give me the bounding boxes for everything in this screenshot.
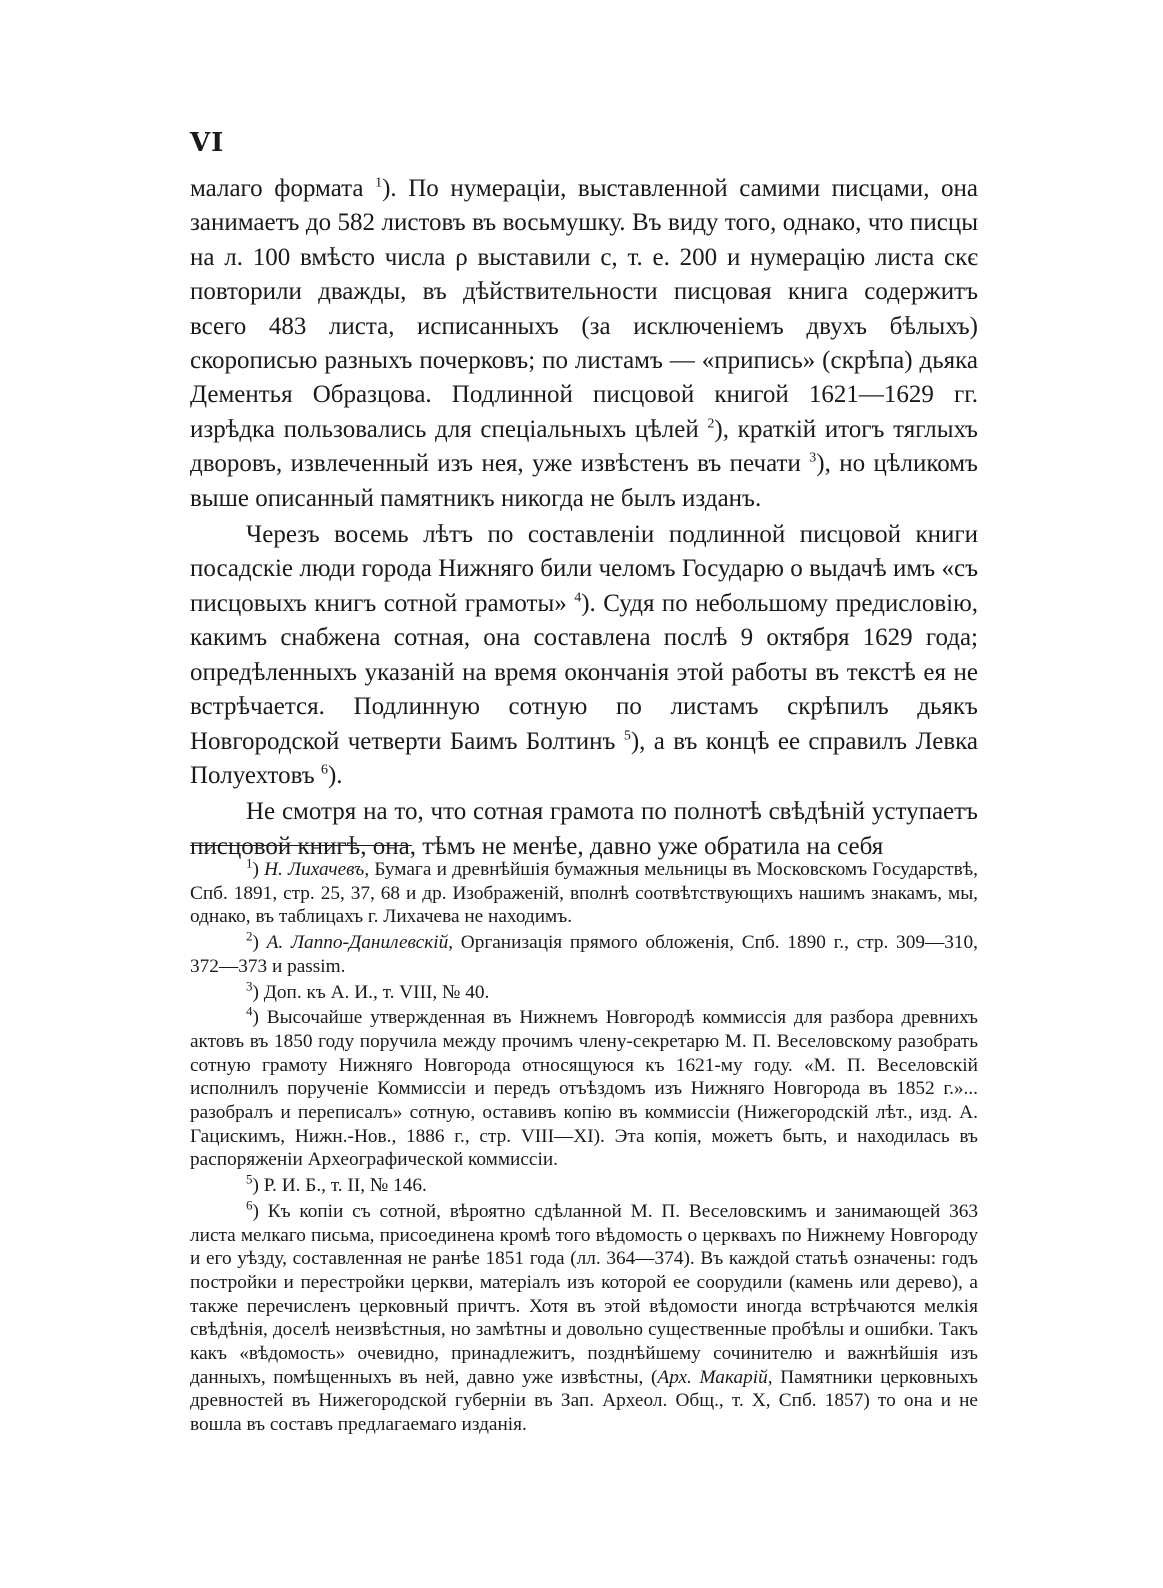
footnote-mark: 4 <box>246 1003 253 1019</box>
footnote-ref-1: 1 <box>375 175 383 191</box>
footnote-1: $^1$) Н. Лихачевъ, Бумага и древнѣйшія бумажныя мельницы въ Московскомъ Государствѣ, Спб. 1891, стр. 25, 37, 68 и др. Изображеній, вполнѣ соотвѣтствующихъ нашимъ знакамъ, мы, однако, въ таблицахъ г. Лихачева не находимъ. <box>190 855 978 928</box>
text-run: ). По нумераціи, выставленной самими писцами, она занимаетъ до 582 листовъ въ восьмушку. Въ виду того, однако, что писцы на л. 100 вмѣсто числа ρ выставили с, т. е. 200 и нумерацію листа скє повторили дважды, въ дѣйствительности писцовая книга содержитъ всего 483 листа, исписанныхъ (за исключеніемъ двухъ бѣлыхъ) скорописью разныхъ почерковъ; по листамъ — «припись» (скрѣпа) дьяка Дементья Образцова. Подлинной писцовой книгой 1621—1629 гг. изрѣдка пользовались для спеціальныхъ цѣлей <box>190 175 978 443</box>
footnote-text: , Памятники церковныхъ древностей въ Нижегородской губерніи въ Зап. Археол. Общ., т. X, Спб. 1857) то она и не вошла въ составъ предлагаемаго изданія. <box>190 1366 979 1436</box>
footnote-2: $^2$) А. Лаппо-Данилевскій, Организація прямого обложенія, Спб. 1890 г., стр. 309—310, 372—373 и passim. <box>190 928 978 977</box>
text-run: Черезъ восемь лѣтъ по составленіи подлинной писцовой книги посадскіе люди города Нижняго били челомъ Государю о выдачѣ имъ «съ писцовыхъ книгъ сотной грамоты» <box>190 521 978 617</box>
footnote-ref-3: 3 <box>809 450 817 466</box>
main-text <box>190 172 978 864</box>
page-number: VI <box>190 128 225 158</box>
footnote-ref-6: 6 <box>320 762 328 778</box>
footnote-author: Н. Лихачевъ <box>264 859 365 880</box>
text-run: малаго формата <box>190 175 376 202</box>
footnote-text: Высочайше утвержденная въ Нижнемъ Новгородѣ коммиссія для разбора древнихъ актовъ въ 1850 году поручила между прочимъ члену-секретарю М. П. Веселовскому разобрать сотную грамоту Нижняго Новгорода относящуюся къ 1621-му году. «М. П. Веселовскій исполнилъ порученіе Коммиссіи и передъ отъѣздомъ изъ Нижняго Новгорода въ 1852 г.»... разобралъ и переписалъ» сотную, оставивъ копію въ коммиссіи (Нижегородскій лѣт., изд. А. Гацискимъ, Нижн.-Нов., 1886 г., стр. VIII—XI). Эта копія, можетъ быть, и находилась въ распоряженіи Археографической коммиссіи. <box>190 1007 978 1171</box>
footnote-ref-5: 5 <box>623 728 631 744</box>
footnote-mark: 2 <box>246 928 253 944</box>
footnote-4: $^4$) Высочайше утвержденная въ Нижнемъ Новгородѣ коммиссія для разбора древнихъ актовъ въ 1850 году поручила между прочимъ члену-секретарю М. П. Веселовскому разобрать сотную грамоту Нижняго Новгорода относящуюся къ 1621-му году. «М. П. Веселовскій исполнилъ порученіе Коммиссіи и передъ отъѣздомъ изъ Нижняго Новгорода въ 1852 г.»... разобралъ и переписалъ» сотную, оставивъ копію въ коммиссіи (Нижегородскій лѣт., изд. А. Гацискимъ, Нижн.-Нов., 1886 г., стр. VIII—XI). Эта копія, можетъ быть, и находилась въ распоряженіи Археографической коммиссіи. <box>190 1003 978 1171</box>
footnote-mark: 6 <box>246 1197 253 1213</box>
footnote-divider <box>190 845 412 846</box>
paragraph-1 <box>190 172 978 516</box>
footnote-text: , Организація прямого обложенія, Спб. 1890 г., стр. 309—310, 372—373 и passim. <box>190 932 978 977</box>
footnote-mark: 5 <box>246 1171 253 1187</box>
text-run: ), краткій итогъ тяглыхъ дворовъ, извлеченный изъ нея, уже извѣстенъ въ печати <box>190 415 978 478</box>
footnote-3: $^3$) Доп. къ А. И., т. VIII, № 40. <box>246 978 490 1003</box>
footnote-text: Р. И. Б., т. II, № 146. <box>263 1175 427 1197</box>
footnotes <box>190 855 979 1437</box>
paragraph-2 <box>190 518 978 793</box>
text-run: ). Судя по небольшому предисловію, какимъ снабжена сотная, она составлена послѣ 9 октября 1629 года; опредѣленныхъ указаній на время окончанія этой работы въ текстѣ ея не встрѣчается. Подлинную сотную по листамъ скрѣпилъ дьякъ Новгородской четверти Баимъ Болтинъ <box>190 589 978 755</box>
footnote-mark: 1 <box>246 855 253 871</box>
footnote-text: , Бумага и древнѣйшія бумажныя мельницы въ Московскомъ Государствѣ, Спб. 1891, стр. 25, 37, 68 и др. Изображеній, вполнѣ соотвѣтствующихъ нашимъ знакамъ, мы, однако, въ таблицахъ г. Лихачева не находимъ. <box>190 859 978 928</box>
footnote-author: А. Лаппо-Данилевскій <box>266 932 449 954</box>
footnote-author: Арх. Макарій <box>657 1366 768 1388</box>
text-run: ), а въ концѣ ее справилъ Левка Полуехтовъ <box>190 727 978 789</box>
footnote-text: Доп. къ А. И., т. VIII, № 40. <box>263 981 490 1003</box>
footnote-ref-2: 2 <box>707 416 715 432</box>
footnote-text: Къ копіи съ сотной, вѣроятно сдѣланной М. П. Веселовскимъ и занимающей 363 листа мелкаго письма, присоединена кромѣ того вѣдомость о церквахъ по Нижнему Новгороду и его уѣзду, составленная не ранѣе 1851 года (лл. 364—374). Въ каждой статьѣ означены: годъ постройки и перестройки церкви, матеріалъ изъ которой ее соорудили (камень или дерево), а также перечисленъ церковный причтъ. Хотя въ этой вѣдомости иногда встрѣчаются мелкія свѣдѣнія, доселѣ неизвѣстныя, но замѣтны и довольно существенные пробѣлы и ошибки. Такъ какъ «вѣдомость» очевидно, принадлежитъ, позднѣйшему сочинителю и важнѣйшія изъ данныхъ, помѣщенныхъ въ ней, давно уже извѣстны, ( <box>190 1200 978 1388</box>
footnote-5: $^5$) Р. И. Б., т. II, № 146. <box>246 1171 427 1197</box>
text-run: ), но цѣликомъ выше описанный памятникъ никогда не былъ изданъ. <box>190 450 978 512</box>
footnote-ref-4: 4 <box>574 590 582 606</box>
paragraph-3: Не смотря на то, что сотная грамота по полнотѣ свѣдѣній уступаетъ писцовой книгѣ, она, тѣмъ не менѣе, давно уже обратила на себя <box>190 798 978 860</box>
text-run: ). <box>327 761 343 789</box>
footnote-mark: 3 <box>246 978 253 994</box>
footnote-6: $^6$) Къ копіи съ сотной, вѣроятно сдѣланной М. П. Веселовскимъ и занимающей 363 листа мелкаго письма, присоединена кромѣ того вѣдомость о церквахъ по Нижнему Новгороду и его уѣзду, составленная не ранѣе 1851 года (лл. 364—374). Въ каждой статьѣ означены: годъ постройки и перестройки церкви, матеріалъ изъ которой ее соорудили (камень или дерево), а также перечисленъ церковный причтъ. Хотя въ этой вѣдомости иногда встрѣчаются мелкія свѣдѣнія, доселѣ неизвѣстныя, но замѣтны и довольно существенные пробѣлы и ошибки. Такъ какъ «вѣдомость» очевидно, принадлежитъ, позднѣйшему сочинителю и важнѣйшія изъ данныхъ, помѣщенныхъ въ ней, давно уже извѣстны, (Арх. Макарій, Памятники церковныхъ древностей въ Нижегородской губерніи въ Зап. Археол. Общ., т. X, Спб. 1857) то она и не вошла въ составъ предлагаемаго изданія. <box>190 1197 979 1436</box>
